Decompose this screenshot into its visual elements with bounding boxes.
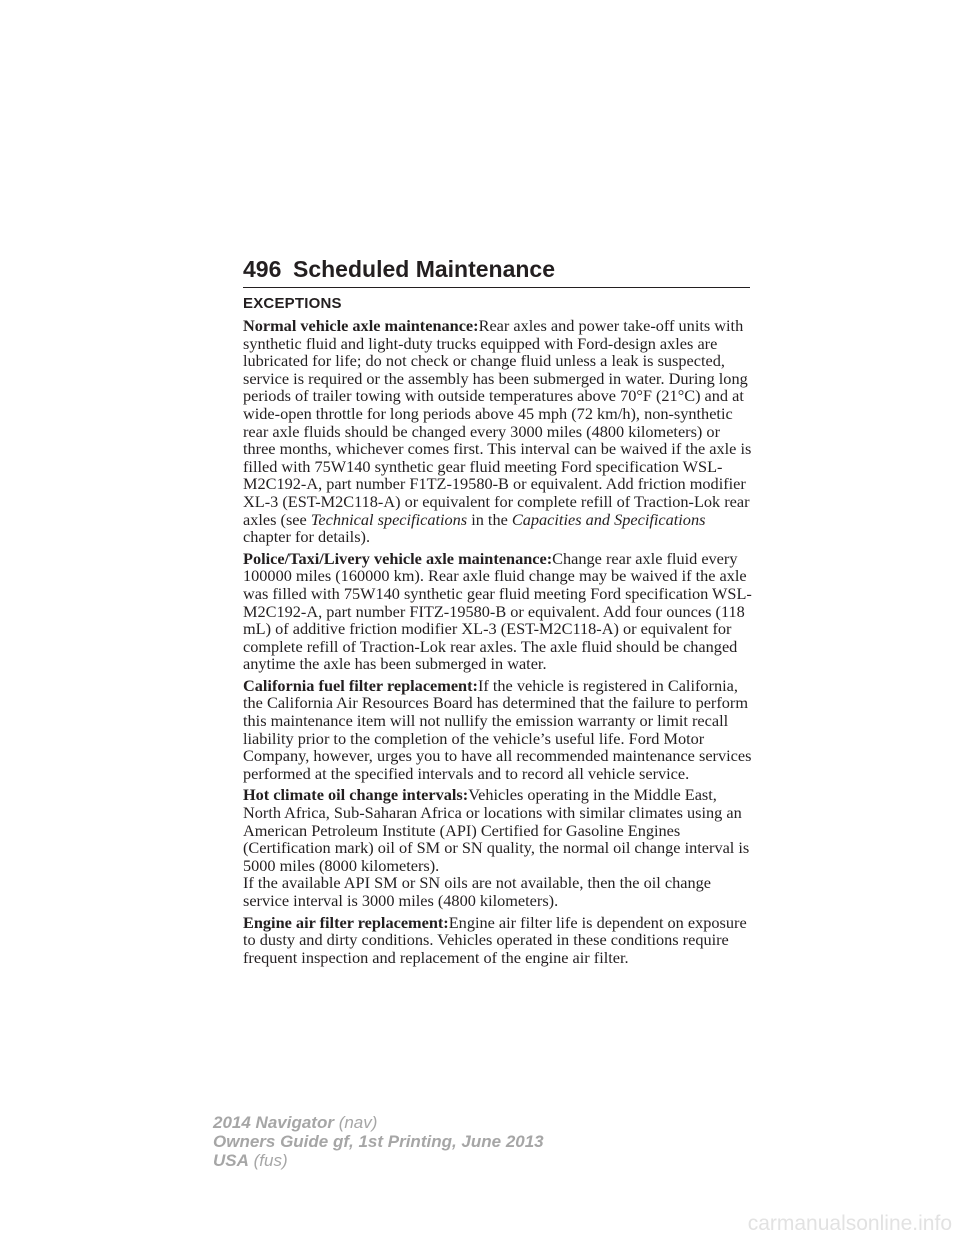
- footer-edition: Owners Guide gf, 1st Printing, June 2013: [213, 1132, 544, 1151]
- paragraph-text: chapter for details).: [243, 527, 371, 547]
- site-watermark: carmanualsonline.info: [747, 1212, 952, 1235]
- footer-market: USA: [213, 1151, 249, 1170]
- page-header: [243, 256, 750, 292]
- paragraph-text: Engine air filter life is dependent on exposure to dusty and dirty conditions. Vehicles operated in these conditions require frequent inspection and replacement of the engine air filter.: [243, 912, 747, 967]
- section-heading: EXCEPTIONS: [243, 295, 342, 312]
- print-footer: [213, 1113, 544, 1170]
- footer-market-code: (fus): [253, 1151, 288, 1170]
- paragraph-label: Police/Taxi/Livery vehicle axle maintenance:: [243, 548, 553, 568]
- footer-model: 2014 Navigator: [213, 1113, 334, 1132]
- paragraph-label: Normal vehicle axle maintenance:: [243, 316, 479, 335]
- footer-line: [213, 1113, 544, 1132]
- paragraph-text: in the: [467, 509, 512, 529]
- paragraph-text: Vehicles operating in the Middle East, North Africa, Sub-Saharan Africa or locations with similar climates using an American Petroleum Institute (API) Certified for Gasoline Engines (Certification mark) oil of SM or SN quality, the normal oil change interval is 5000 miles (8000 kilometers).: [243, 785, 750, 875]
- paragraph-engine-air: [243, 914, 753, 967]
- paragraph-text: Rear axles and power take-off units with synthetic fluid and light-duty trucks equipped with Ford-design axles are lubricated for life; do not check or change fluid unless a leak is suspected, service is required or the assembly has been submerged in water. During long periods of trailer towing with outside temperatures above 70°F (21°C) and at wide-open throttle for long periods above 45 mph (72 km/h), non-synthetic rear axle fluids should be changed every 3000 miles (4800 kilometers) or three months, whichever comes first. This interval can be waived if the axle is filled with 75W140 synthetic gear fluid meeting Ford specification WSL-M2C192-A, part number F1TZ-19580-B or equivalent. Add friction modifier XL-3 (EST-M2C118-A) or equivalent for complete refill of Traction-Lok rear axles (see: [243, 316, 752, 529]
- paragraph-police-axle: [243, 550, 753, 673]
- paragraph-label: California fuel filter replacement:: [243, 675, 478, 695]
- paragraph-california-fuel: [243, 677, 753, 783]
- paragraph-api-unavailable: If the available API SM or SN oils are not available, then the oil change service interval is 3000 miles (4800 kilometers).: [243, 873, 711, 910]
- page-number: 496: [243, 256, 282, 282]
- paragraph-text: If the vehicle is registered in California, the California Air Resources Board has determined that the failure to perform this maintenance item will not nullify the emission warranty or limit recall liability prior to the completion of the vehicle’s useful life. Ford Motor Company, however, urges you to have all recommended maintenance services performed at the specified intervals and to record all vehicle service.: [243, 675, 752, 783]
- paragraph-normal-axle: [243, 317, 753, 546]
- footer-line: [213, 1151, 544, 1170]
- paragraph-text: Change rear axle fluid every 100000 miles (160000 km). Rear axle fluid change may be waived if the axle was filled with 75W140 synthetic gear fluid meeting Ford specification WSL-M2C192-A, part number FITZ-19580-B or equivalent. Add four ounces (118 mL) of additive friction modifier XL-3 (EST-M2C118-A) or equivalent for complete refill of Traction-Lok rear axles. The axle fluid should be changed anytime the axle has been submerged in water.: [243, 548, 752, 674]
- cross-reference: Technical specifications: [310, 509, 468, 529]
- page-title: Scheduled Maintenance: [293, 256, 556, 282]
- header-rule: [243, 287, 750, 288]
- paragraph-label: Engine air filter replacement:: [243, 912, 449, 932]
- page-content: [243, 295, 753, 970]
- paragraph-hot-climate: [243, 786, 753, 874]
- footer-model-code: (nav): [338, 1113, 378, 1132]
- paragraph-label: Hot climate oil change intervals:: [243, 785, 469, 805]
- cross-reference: Capacities and Specifications: [511, 509, 706, 529]
